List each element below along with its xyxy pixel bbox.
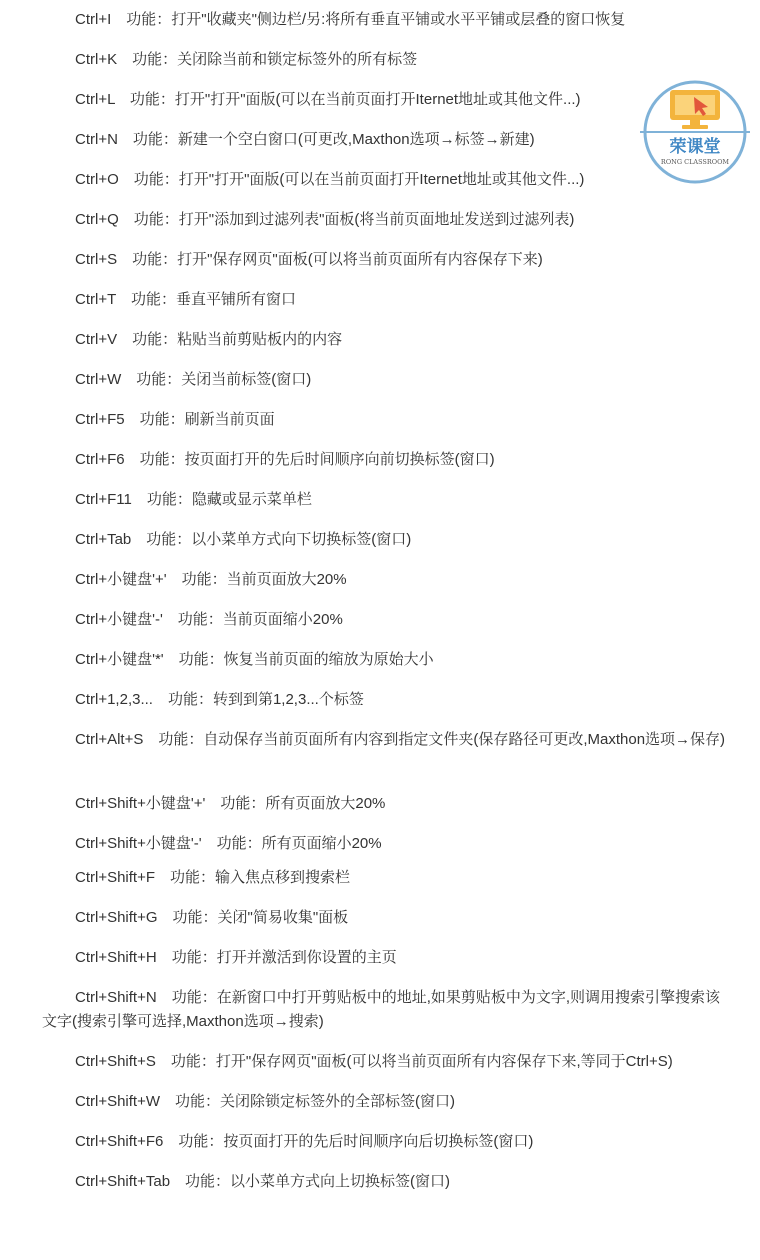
shortcut-line-ctrl-numpad-star: Ctrl+小键盘'*' 功能：恢复当前页面的缩放为原始大小 bbox=[75, 651, 434, 668]
shortcut-line-ctrl-shift-s: Ctrl+Shift+S 功能：打开"保存网页"面板(可以将当前页面所有内容保存下来,等同于Ctrl+S) bbox=[75, 1053, 673, 1070]
shortcut-line-ctrl-f5: Ctrl+F5 功能：刷新当前页面 bbox=[75, 411, 275, 428]
shortcut-line-ctrl-f6: Ctrl+F6 功能：按页面打开的先后时间顺序向前切换标签(窗口) bbox=[75, 451, 495, 468]
shortcut-line-ctrl-alt-s: Ctrl+Alt+S 功能：自动保存当前页面所有内容到指定文件夹(保存路径可更改,Maxthon选项→保存) bbox=[75, 731, 726, 748]
shortcut-line-ctrl-shift-f6: Ctrl+Shift+F6 功能：按页面打开的先后时间顺序向后切换标签(窗口) bbox=[75, 1133, 534, 1150]
shortcut-line-ctrl-v: Ctrl+V 功能：粘贴当前剪贴板内的内容 bbox=[75, 331, 343, 348]
shortcut-line-ctrl-n: Ctrl+N 功能：新建一个空白窗口(可更改,Maxthon选项→标签→新建) bbox=[75, 131, 535, 148]
shortcut-line-ctrl-numpad-plus: Ctrl+小键盘'+' 功能：当前页面放大20% bbox=[75, 571, 347, 588]
shortcut-line-ctrl-s: Ctrl+S 功能：打开"保存网页"面板(可以将当前页面所有内容保存下来) bbox=[75, 251, 543, 268]
shortcut-line-ctrl-shift-numpad-plus: Ctrl+Shift+小键盘'+' 功能：所有页面放大20% bbox=[75, 795, 386, 812]
shortcut-line-ctrl-l: Ctrl+L 功能：打开"打开"面版(可以在当前页面打开Iternet地址或其他文件...) bbox=[75, 91, 581, 108]
shortcut-line-ctrl-numpad-minus: Ctrl+小键盘'-' 功能：当前页面缩小20% bbox=[75, 611, 343, 628]
shortcut-line-ctrl-shift-n: Ctrl+Shift+N 功能：在新窗口中打开剪贴板中的地址,如果剪贴板中为文字,则调用搜索引擎搜索该文字(搜索引擎可选择,Maxthon选项→搜索) bbox=[42, 989, 721, 1030]
shortcut-line-ctrl-shift-h: Ctrl+Shift+H 功能：打开并激活到你设置的主页 bbox=[75, 949, 397, 966]
shortcut-line-ctrl-o: Ctrl+O 功能：打开"打开"面版(可以在当前页面打开Iternet地址或其他文件...) bbox=[75, 171, 585, 188]
shortcut-line-ctrl-digits: Ctrl+1,2,3... 功能：转到到第1,2,3...个标签 bbox=[75, 691, 364, 708]
logo-subtitle: RONG CLASSROOM bbox=[660, 158, 730, 166]
shortcut-line-ctrl-shift-w: Ctrl+Shift+W 功能：关闭除锁定标签外的全部标签(窗口) bbox=[75, 1093, 456, 1110]
shortcut-line-ctrl-w: Ctrl+W 功能：关闭当前标签(窗口) bbox=[75, 371, 312, 388]
shortcut-line-ctrl-f11: Ctrl+F11 功能：隐藏或显示菜单栏 bbox=[75, 491, 312, 508]
shortcut-line-ctrl-q: Ctrl+Q 功能：打开"添加到过滤列表"面板(将当前页面地址发送到过滤列表) bbox=[75, 211, 575, 228]
shortcut-line-ctrl-t: Ctrl+T 功能：垂直平铺所有窗口 bbox=[75, 291, 296, 308]
shortcut-line-ctrl-i: Ctrl+I 功能：打开"收藏夹"侧边栏/另:将所有垂直平铺或水平平铺或层叠的窗口恢复 bbox=[75, 11, 626, 28]
shortcut-line-ctrl-tab: Ctrl+Tab 功能：以小菜单方式向下切换标签(窗口) bbox=[75, 531, 412, 548]
shortcut-line-ctrl-shift-f: Ctrl+Shift+F 功能：输入焦点移到搜索栏 bbox=[75, 869, 351, 886]
shortcut-line-ctrl-shift-numpad-minus: Ctrl+Shift+小键盘'-' 功能：所有页面缩小20% bbox=[75, 835, 382, 852]
rong-classroom-logo bbox=[636, 80, 754, 184]
shortcut-line-ctrl-k: Ctrl+K 功能：关闭除当前和锁定标签外的所有标签 bbox=[75, 51, 418, 68]
shortcut-line-ctrl-shift-g: Ctrl+Shift+G 功能：关闭"简易收集"面板 bbox=[75, 909, 349, 926]
shortcut-line-ctrl-shift-tab: Ctrl+Shift+Tab 功能：以小菜单方式向上切换标签(窗口) bbox=[75, 1173, 451, 1190]
logo-graphic bbox=[636, 80, 754, 184]
logo-name: 荣课堂 bbox=[669, 137, 721, 157]
